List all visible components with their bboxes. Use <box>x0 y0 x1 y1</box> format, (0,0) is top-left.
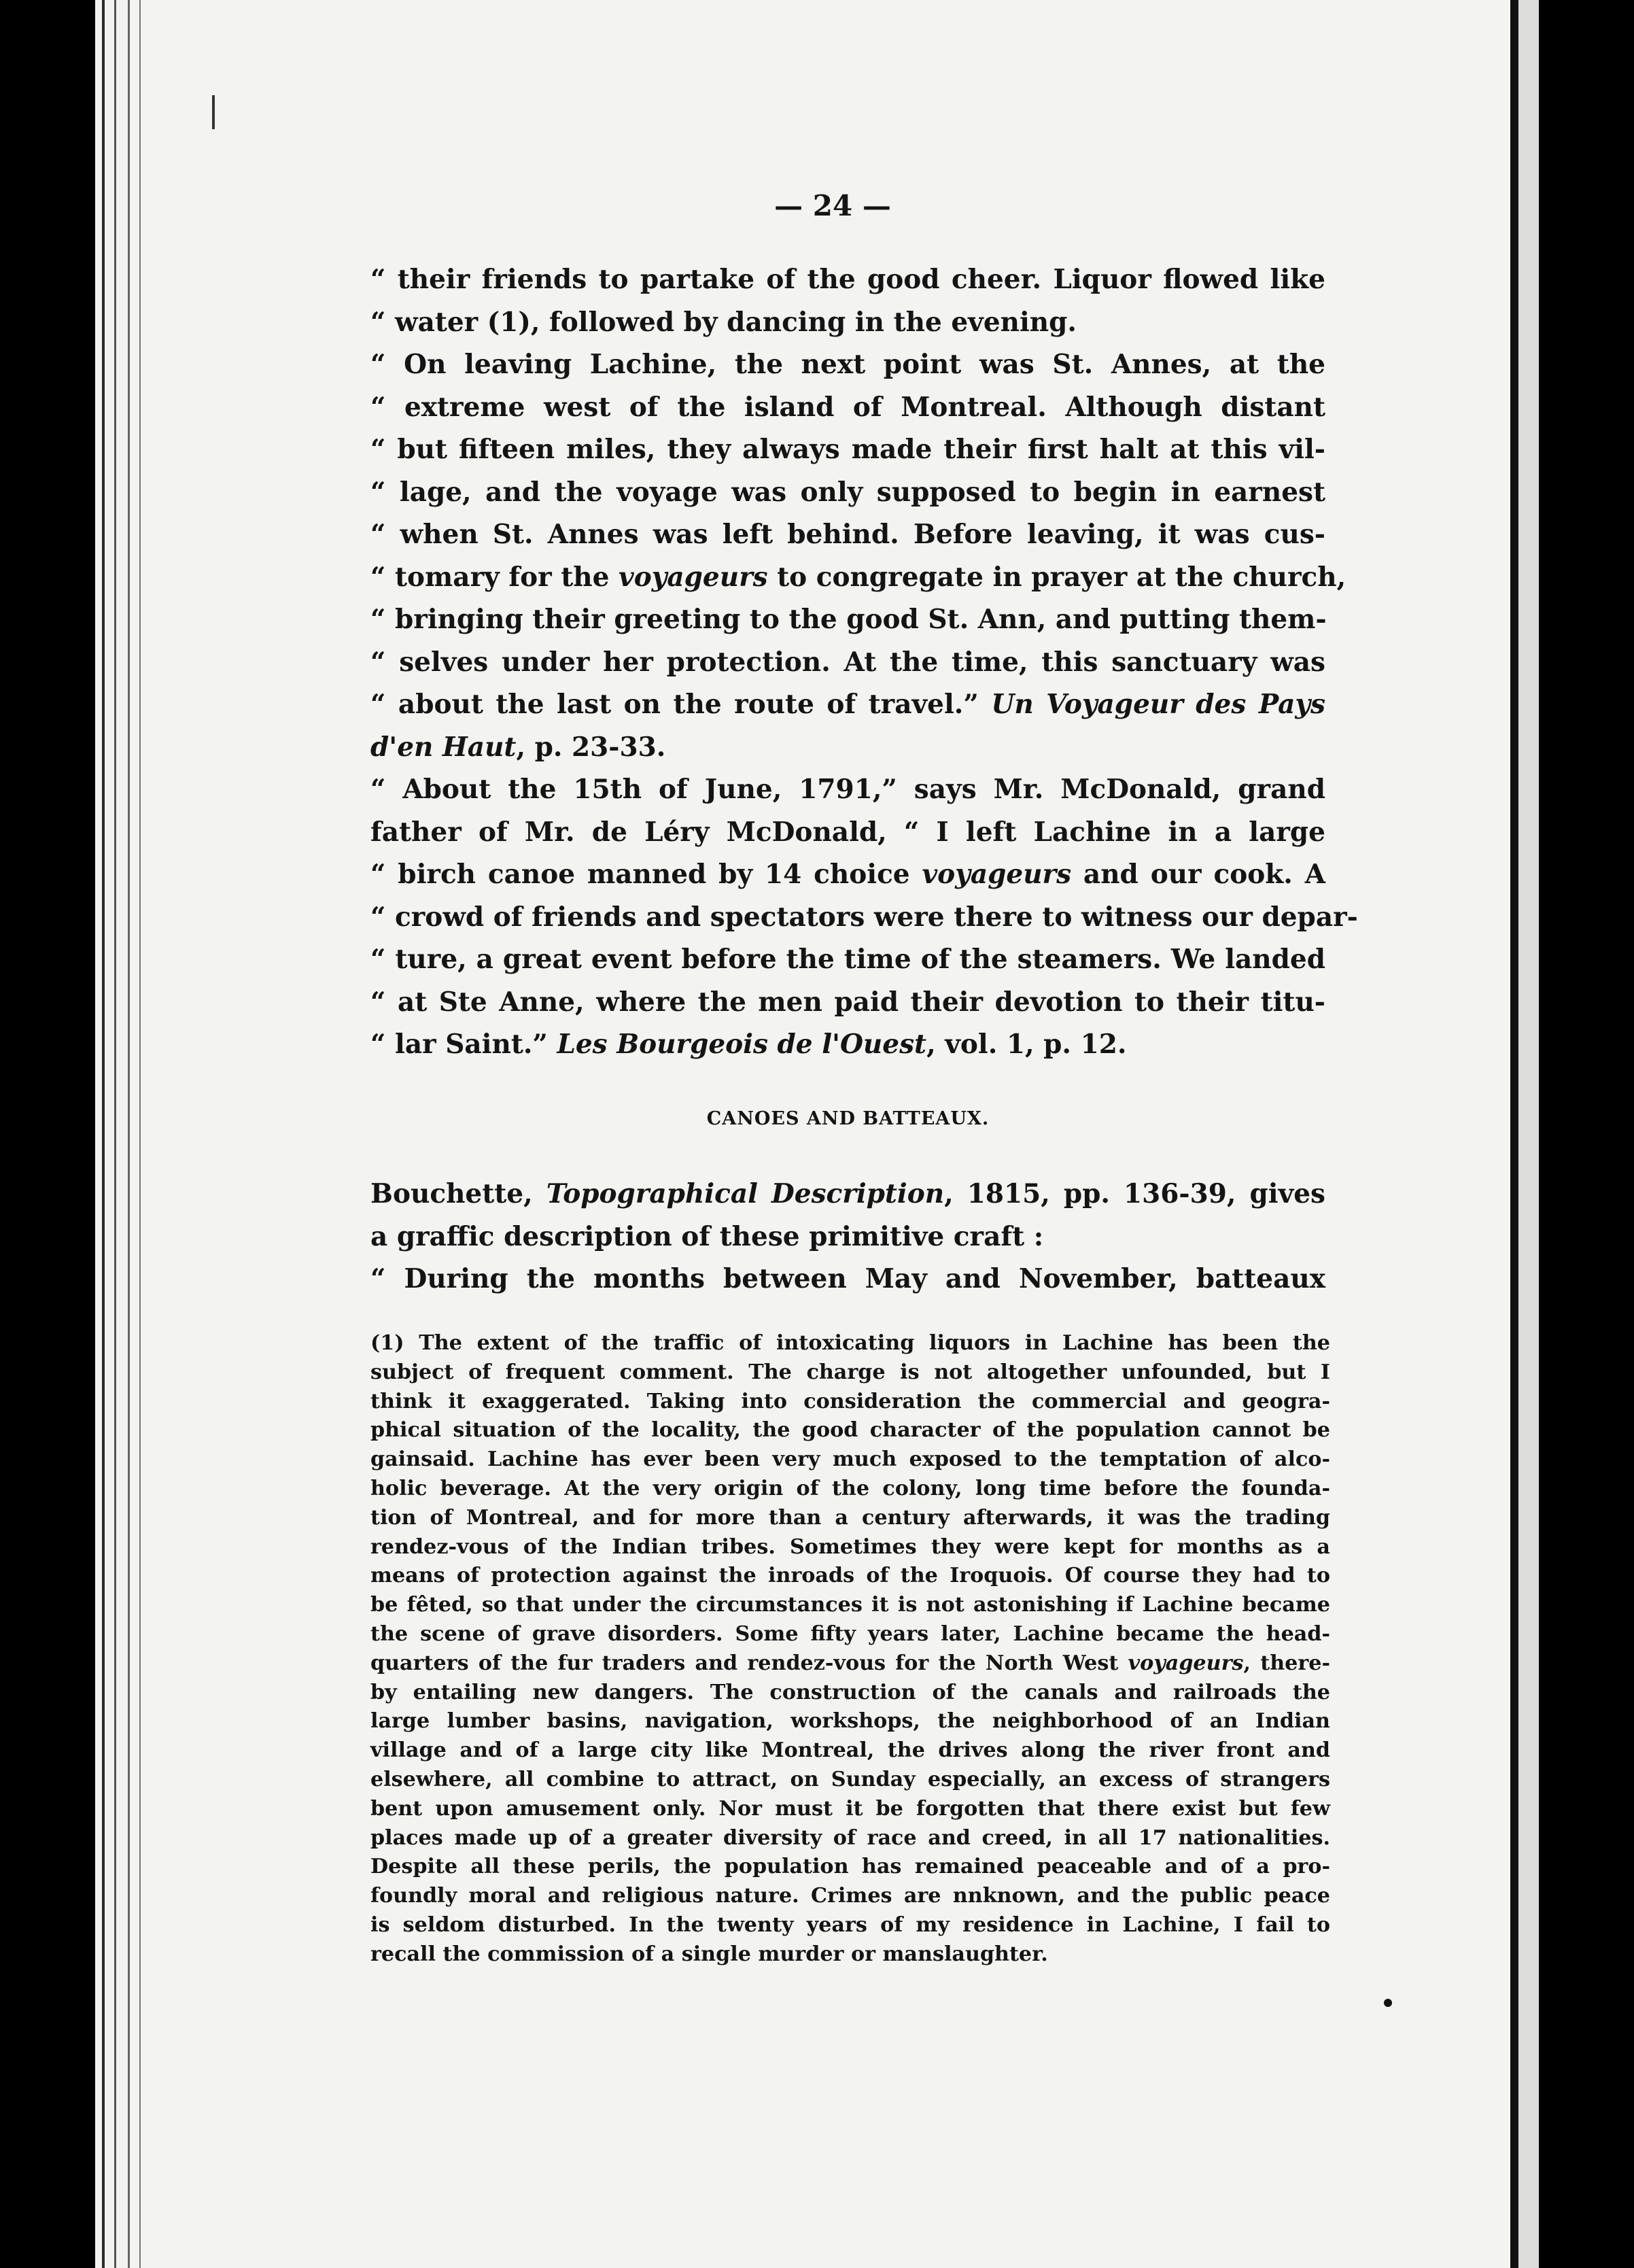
footnote-line: the scene of grave disorders. Some fifty years later, Lachine became the head- <box>370 1621 1330 1646</box>
text-line: “ but fifteen miles, they always made their first halt at this vil- <box>370 434 1325 465</box>
text-line: “ when St. Annes was left behind. Before leaving, it was cus- <box>370 519 1325 550</box>
text-line: “ at Ste Anne, where the men paid their devotion to their titu- <box>370 986 1325 1018</box>
text-line: “ bringing their greeting to the good St. Ann, and putting them- <box>370 604 1327 635</box>
section-heading: CANOES AND BATTEAUX. <box>706 1108 990 1129</box>
text-line: “ crowd of friends and spectators were there to witness our depar- <box>370 901 1358 933</box>
footnote-line: recall the commission of a single murder or manslaughter. <box>370 1942 1048 1966</box>
footnote-line: think it exaggerated. Taking into consideration the commercial and geogra- <box>370 1389 1330 1413</box>
footnote <box>370 1329 1330 1970</box>
footnote-line: tion of Montreal, and for more than a century afterwards, it was the trading <box>370 1505 1330 1530</box>
section-body-text <box>370 1173 1325 1301</box>
binding-edge-line <box>128 0 130 2268</box>
footnote-line: rendez-vous of the Indian tribes. Sometimes they were kept for months as a <box>370 1534 1330 1559</box>
text-line: “ about the last on the route of travel.” Un Voyageur des Pays <box>370 689 1325 720</box>
binding-edge-line <box>139 0 141 2268</box>
text-line: d'en Haut, p. 23-33. <box>370 731 666 763</box>
footnote-line: subject of frequent comment. The charge is not altogether unfounded, but I <box>370 1360 1330 1384</box>
text-line: Bouchette, Topographical Description, 1815, pp. 136-39, gives <box>370 1178 1325 1209</box>
text-line: “ extreme west of the island of Montreal. Although distant <box>370 391 1325 423</box>
text-line: “ water (1), followed by dancing in the evening. <box>370 306 1077 338</box>
margin-mark <box>212 95 215 129</box>
footnote-line: village and of a large city like Montreal, the drives along the river front and <box>370 1738 1330 1763</box>
text-line: “ lar Saint.” Les Bourgeois de l'Ouest, vol. 1, p. 12. <box>370 1029 1127 1060</box>
text-line: “ On leaving Lachine, the next point was St. Annes, at the <box>370 349 1325 380</box>
footnote-line: be fêted, so that under the circumstances it is not astonishing if Lachine became <box>370 1593 1330 1617</box>
text-line: “ tomary for the voyageurs to congregate in prayer at the church, <box>370 561 1346 593</box>
body-text <box>370 258 1358 1066</box>
text-line: “ lage, and the voyage was only supposed to begin in earnest <box>370 476 1325 508</box>
text-line: “ their friends to partake of the good cheer. Liquor flowed like <box>370 264 1325 295</box>
right-page-strip <box>1518 0 1539 2268</box>
footnote-line: gainsaid. Lachine has ever been very much exposed to the temptation of alco- <box>370 1447 1330 1472</box>
text-line: “ selves under her protection. At the time, this sanctuary was <box>370 646 1325 678</box>
footnote-line: Despite all these perils, the population has remained peaceable and of a pro- <box>370 1855 1330 1879</box>
text-line: “ About the 15th of June, 1791,” says Mr. McDonald, grand <box>370 774 1325 805</box>
text-line: “ During the months between May and November, batteaux <box>370 1263 1325 1294</box>
footnote-line: bent upon amusement only. Nor must it be forgotten that there exist but few <box>370 1796 1330 1821</box>
footnote-line: means of protection against the inroads of the Iroquois. Of course they had to <box>370 1564 1330 1588</box>
text-line: a graffic description of these primitive craft : <box>370 1220 1044 1252</box>
footnote-line: by entailing new dangers. The construction of the canals and railroads the <box>370 1680 1330 1704</box>
page-number: — 24 — <box>774 189 891 222</box>
binding-edge-line <box>114 0 116 2268</box>
footnote-line: places made up of a greater diversity of race and creed, in all 17 nationalities. <box>370 1825 1330 1850</box>
text-line: “ birch canoe manned by 14 choice voyageurs and our cook. A <box>370 859 1325 890</box>
footnote-line: phical situation of the locality, the good character of the population cannot be <box>370 1418 1330 1443</box>
footnote-line: quarters of the fur traders and rendez-vous for the North West voyageurs, there- <box>370 1651 1330 1675</box>
text-line: father of Mr. de Léry McDonald, “ I left Lachine in a large <box>370 816 1325 848</box>
ink-dot <box>1384 1999 1392 2007</box>
footnote-line: holic beverage. At the very origin of the colony, long time before the founda- <box>370 1476 1330 1500</box>
right-page-edge <box>1510 0 1518 2268</box>
footnote-line: elsewhere, all combine to attract, on Sunday especially, an excess of strangers <box>370 1767 1330 1791</box>
text-line: “ ture, a great event before the time of the steamers. We landed <box>370 944 1325 975</box>
footnote-line: foundly moral and religious nature. Crimes are nnknown, and the public peace <box>370 1884 1330 1908</box>
binding-edge-line <box>102 0 105 2268</box>
footnote-line: (1) The extent of the traffic of intoxicating liquors in Lachine has been the <box>370 1331 1330 1355</box>
footnote-line: is seldom disturbed. In the twenty years of my residence in Lachine, I fail to <box>370 1912 1330 1937</box>
footnote-line: large lumber basins, navigation, workshops, the neighborhood of an Indian <box>370 1709 1330 1734</box>
